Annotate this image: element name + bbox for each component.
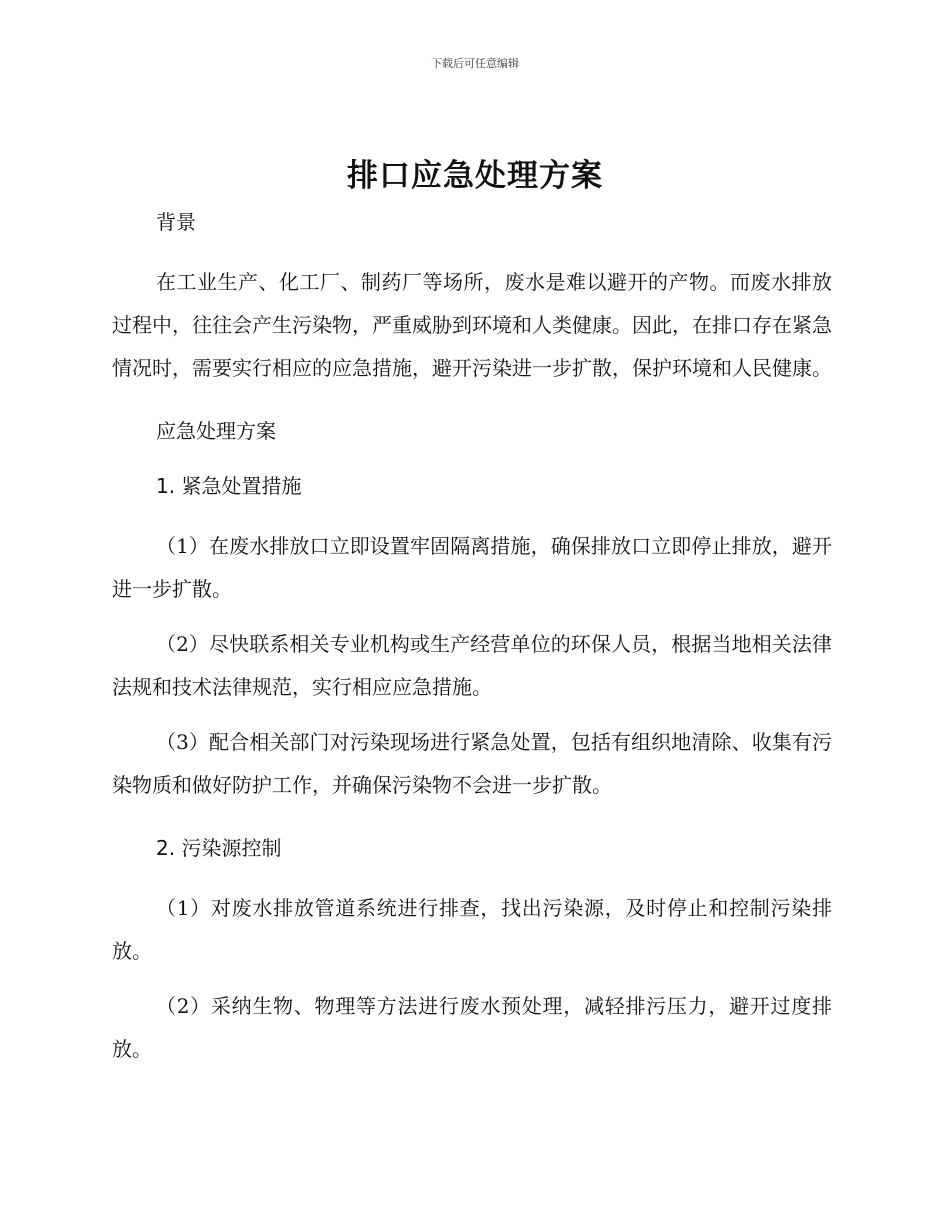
section1-item-3: （3）配合相关部门对污染现场进行紧急处置，包括有组织地清除、收集有污染物质和做好防护工作，并确保污染物不会进一步扩散。	[112, 730, 832, 797]
section2-item-2: （2）采纳生物、物理等方法进行废水预处理，减轻排污压力，避开过度排放。	[112, 994, 832, 1061]
section1-heading: 1. 紧急处置措施	[156, 474, 302, 498]
plan-heading: 应急处理方案	[156, 419, 276, 443]
background-heading: 背景	[156, 210, 196, 234]
document-title: 排口应急处理方案	[347, 158, 603, 194]
section1-item-2: （2）尽快联系相关专业机构或生产经营单位的环保人员，根据当地相关法律法规和技术法律规范，实行相应应急措施。	[112, 632, 832, 699]
document-body	[112, 200, 832, 1071]
section2-heading: 2. 污染源控制	[156, 836, 282, 860]
section2-item-1: （1）对废水排放管道系统进行排查，找出污染源，及时停止和控制污染排放。	[112, 896, 832, 963]
header-note: 下载后可任意编辑	[431, 57, 519, 70]
background-paragraph: 在工业生产、化工厂、制药厂等场所，废水是难以避开的产物。而废水排放过程中，往往会产生污染物，严重威胁到环境和人类健康。因此，在排口存在紧急情况时，需要实行相应的应急措施，避开污染进一步扩散，保护环境和人民健康。	[112, 270, 832, 380]
section1-item-1: （1）在废水排放口立即设置牢固隔离措施，确保排放口立即停止排放，避开进一步扩散。	[112, 534, 832, 601]
